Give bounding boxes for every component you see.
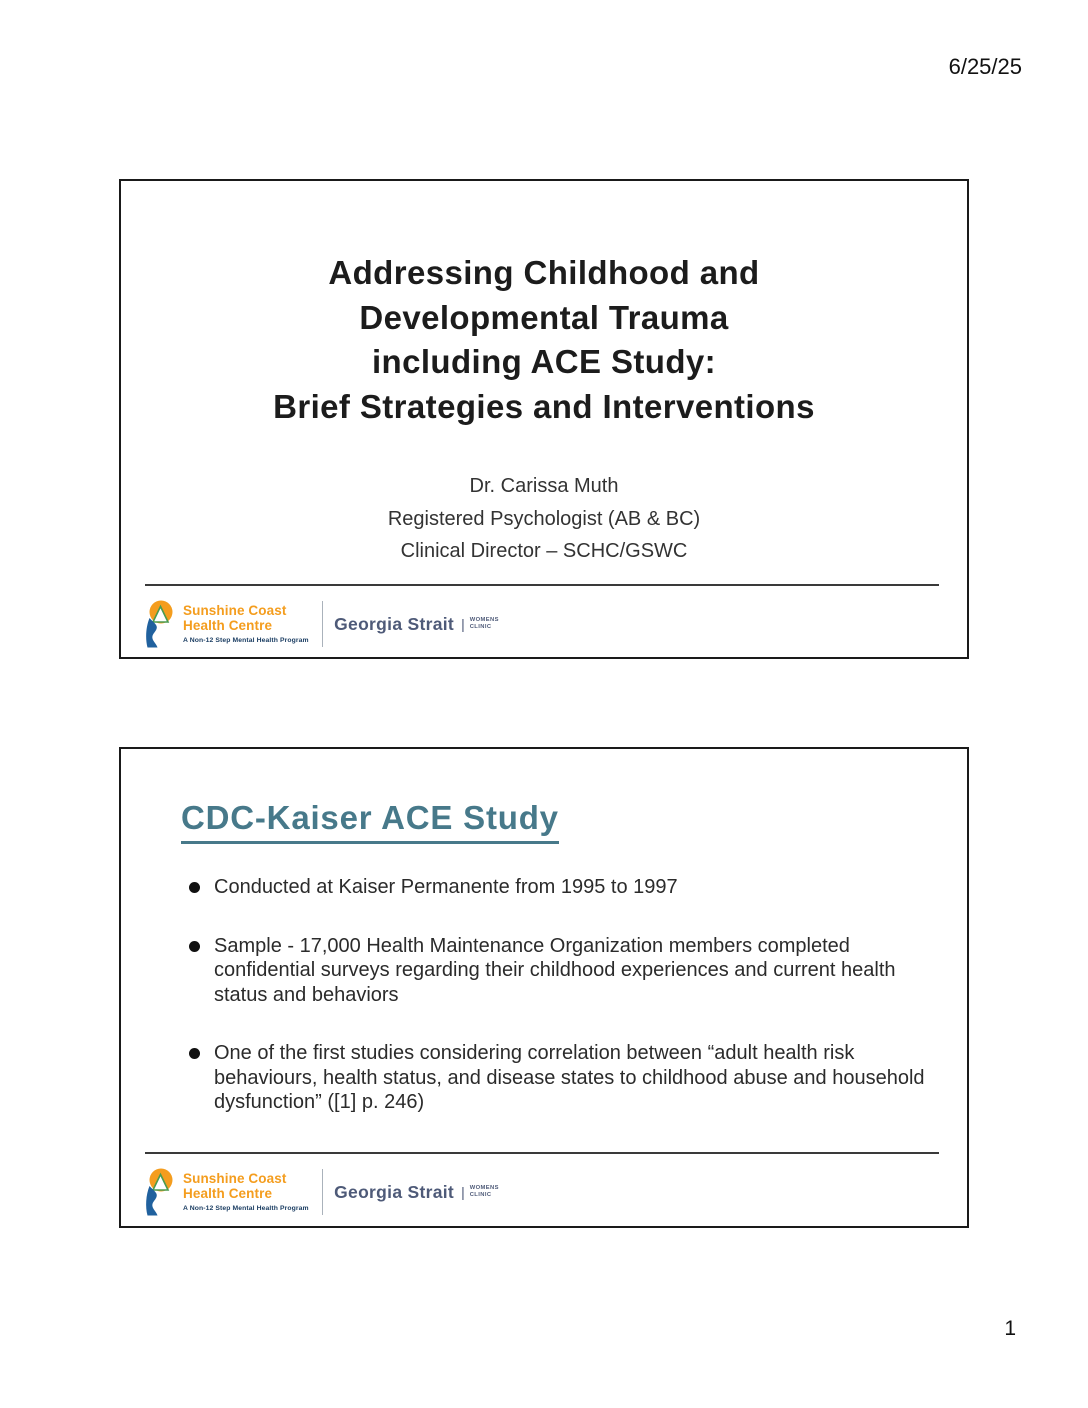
bullet-item-1 — [189, 875, 925, 900]
partner-subtitle — [470, 617, 499, 631]
author-name: Dr. Carissa Muth — [469, 475, 619, 497]
slide1-title-line-4: Brief Strategies and Interventions — [273, 387, 815, 425]
bullet-item-2 — [189, 934, 925, 1008]
slide2-heading-text: CDC-Kaiser ACE Study — [181, 799, 559, 844]
slide1-logo — [143, 597, 499, 651]
org-tagline: A Non-12 Step Mental Health Program — [183, 1205, 309, 1212]
partner-separator: | — [461, 1184, 465, 1200]
slide-2 — [119, 747, 969, 1228]
bullet-item-3 — [189, 1041, 925, 1115]
slide2-bullet-list — [189, 875, 925, 1149]
slide1-title — [121, 251, 967, 429]
partner-logo — [334, 1182, 499, 1203]
org-tagline: A Non-12 Step Mental Health Program — [183, 637, 309, 644]
org-name-line-1: Sunshine Coast — [183, 603, 287, 618]
org-name-line-1: Sunshine Coast — [183, 1171, 287, 1186]
header-date: 6/25/25 — [948, 54, 1022, 79]
org-name-line-2: Health Centre — [183, 1185, 273, 1201]
page-number: 1 — [1004, 1317, 1016, 1340]
org-name-line-2: Health Centre — [183, 617, 273, 633]
bullet-text-2: Sample - 17,000 Health Maintenance Organization members completed confidential surveys regarding their childhood experiences and current health status and behaviors — [214, 934, 896, 1006]
sunshine-coast-logo-icon — [143, 599, 177, 649]
partner-subtitle-line-2: CLINIC — [469, 1192, 492, 1198]
author-credential: Registered Psychologist (AB & BC) — [387, 507, 701, 530]
slide1-footer-rule — [145, 584, 939, 586]
slide-1 — [119, 179, 969, 659]
slide1-author-block — [121, 470, 967, 568]
partner-subtitle-line-1: WOMENS — [469, 1185, 499, 1192]
partner-subtitle — [470, 1185, 499, 1199]
partner-subtitle-line-2: CLINIC — [469, 624, 492, 630]
partner-separator: | — [461, 616, 465, 632]
partner-name: Georgia Strait — [334, 613, 455, 634]
partner-logo — [334, 614, 499, 635]
author-role: Clinical Director – SCHC/GSWC — [400, 540, 688, 562]
bullet-text-1: Conducted at Kaiser Permanente from 1995 to 1997 — [214, 876, 678, 898]
bullet-dot-icon — [189, 941, 200, 952]
slide1-title-line-3: including ACE Study: — [371, 343, 717, 380]
slide2-logo — [143, 1165, 499, 1219]
partner-name: Georgia Strait — [334, 1181, 455, 1202]
logo-divider — [322, 1169, 324, 1215]
logo-divider — [322, 601, 324, 647]
slide1-title-line-2: Developmental Trauma — [359, 298, 729, 336]
bullet-dot-icon — [189, 1048, 200, 1059]
sunshine-coast-logo-icon — [143, 1167, 177, 1217]
org-text-block — [183, 604, 309, 644]
bullet-text-3: One of the first studies considering correlation between “adult health risk behaviours, health status, and disease states to childhood abuse and household dysfunction” ([1] p. 246) — [214, 1042, 925, 1113]
bullet-dot-icon — [189, 882, 200, 893]
slide2-heading — [181, 799, 559, 844]
org-text-block — [183, 1172, 309, 1212]
slide2-footer-rule — [145, 1152, 939, 1154]
partner-subtitle-line-1: WOMENS — [469, 617, 499, 624]
slide1-title-line-1: Addressing Childhood and — [328, 254, 760, 291]
